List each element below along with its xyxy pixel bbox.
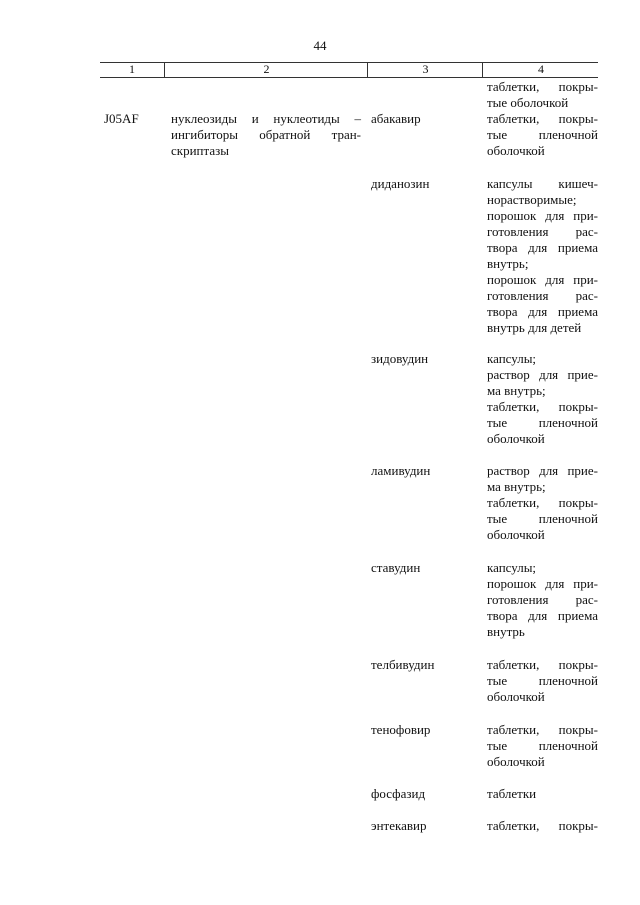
form-line: внутрь для детей: [487, 320, 582, 335]
form-line: внутрь: [487, 624, 525, 639]
form-line: оболочкой: [487, 754, 545, 769]
form-line: оболочкой: [487, 689, 545, 704]
form-line: готовления рас-: [487, 224, 598, 239]
form-line: тые пленочной: [487, 415, 598, 430]
form-line: тые пленочной: [487, 738, 598, 753]
drug-name: ставудин: [371, 560, 421, 575]
form-line: капсулы;: [487, 351, 537, 366]
form-line: тые пленочной: [487, 511, 598, 526]
top-dosage-form: [487, 79, 598, 111]
form-line: раствор для прие-: [487, 367, 598, 382]
form-line: порошок для при-: [487, 208, 598, 223]
form-line: твора для приема: [487, 608, 598, 623]
form-line: таблетки, покры-: [487, 399, 598, 414]
drug-name: диданозин: [371, 176, 430, 191]
atc-group-name: [171, 111, 361, 159]
form-line: таблетки, покры-: [487, 722, 598, 737]
dosage-form: [487, 176, 598, 336]
dosage-form: [487, 657, 598, 705]
dosage-form: [487, 351, 598, 447]
form-line: капсулы кишеч-: [487, 176, 598, 191]
group-line: скриптазы: [171, 143, 229, 158]
dosage-form: [487, 463, 598, 543]
form-line: твора для приема: [487, 240, 598, 255]
form-line: твора для приема: [487, 304, 598, 319]
drug-name: ламивудин: [371, 463, 431, 478]
drug-name: тенофовир: [371, 722, 431, 737]
form-line: оболочкой: [487, 527, 545, 542]
dosage-form: [487, 560, 598, 640]
form-line: таблетки, покры-: [487, 818, 598, 833]
drug-name: энтекавир: [371, 818, 427, 833]
form-line: таблетки: [487, 786, 537, 801]
form-line: ма внутрь;: [487, 479, 546, 494]
form-line: порошок для при-: [487, 576, 598, 591]
drug-name: абакавир: [371, 111, 421, 126]
form-line: таблетки, покры-: [487, 657, 598, 672]
dosage-form: [487, 786, 598, 802]
header-col-2: 2: [164, 63, 368, 77]
form-line: тые пленочной: [487, 673, 598, 688]
header-col-3: 3: [367, 63, 483, 77]
table-header: [100, 62, 598, 78]
form-line: тые оболочкой: [487, 95, 569, 110]
form-line: таблетки, покры-: [487, 495, 598, 510]
dosage-form: [487, 818, 598, 834]
form-line: таблетки, покры-: [487, 79, 598, 94]
form-line: готовления рас-: [487, 288, 598, 303]
drug-name: зидовудин: [371, 351, 429, 366]
form-line: таблетки, покры-: [487, 111, 598, 126]
form-line: порошок для при-: [487, 272, 598, 287]
drug-name: телбивудин: [371, 657, 435, 672]
form-line: оболочкой: [487, 431, 545, 446]
header-col-1: 1: [129, 62, 135, 76]
dosage-form: [487, 111, 598, 159]
header-col-4: 4: [482, 63, 599, 77]
dosage-form: [487, 722, 598, 770]
page-number: 44: [313, 38, 327, 53]
form-line: норастворимые;: [487, 192, 577, 207]
form-line: ма внутрь;: [487, 383, 546, 398]
drug-name: фосфазид: [371, 786, 426, 801]
group-line: нуклеозиды и нуклеотиды –: [171, 111, 361, 126]
form-line: оболочкой: [487, 143, 545, 158]
form-line: капсулы;: [487, 560, 537, 575]
form-line: готовления рас-: [487, 592, 598, 607]
form-line: внутрь;: [487, 256, 529, 271]
form-line: раствор для прие-: [487, 463, 598, 478]
form-line: тые пленочной: [487, 127, 598, 142]
group-line: ингибиторы обратной тран-: [171, 127, 361, 142]
atc-code: J05AF: [104, 111, 139, 126]
